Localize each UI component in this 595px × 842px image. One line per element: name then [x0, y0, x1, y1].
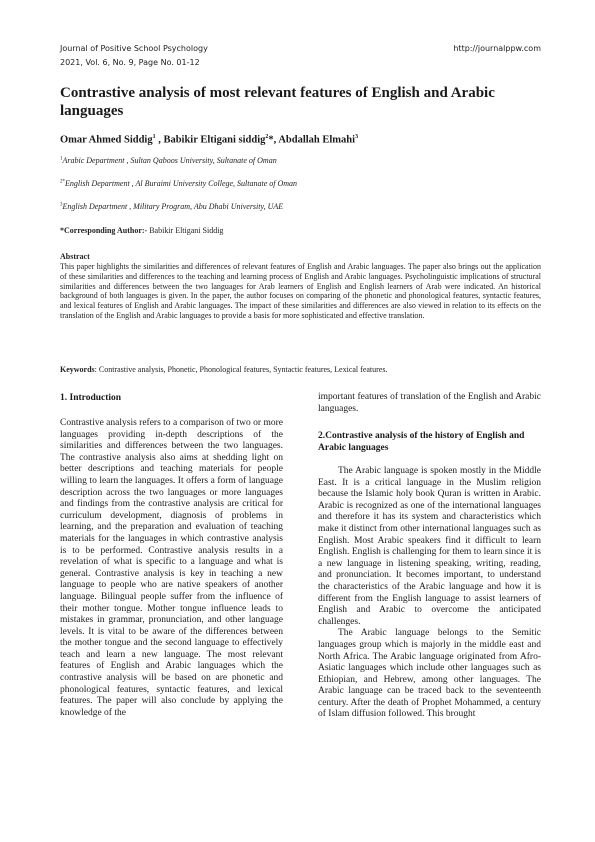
history-paragraph-1: The Arabic language is spoken mostly in the Middle East. It is a critical language in the Muslim religion because the Islamic holy book Quran is written in Arabic. Arabic is recognized as one of the international languages and therefore it has its system and characteristics which make it distinct from other international languages such as English. Most Arabic speakers find it difficult to learn English. English is challenging for them to learn since it is a new language in listening speaking, writing, reading, and pronunciation. It becomes important, to understand the characteristics of the Arabic language and how it is different from the English language to assist learners of English and Arabic to overcome the anticipated challenges. — [318, 466, 541, 627]
right-column-body — [318, 392, 541, 415]
affiliation-text: Arabic Department , Sultan Qaboos University, Sultanate of Oman — [62, 156, 277, 165]
corresponding-name: Babikir Eltigani Siddig — [147, 226, 224, 235]
affiliation-3 — [60, 202, 283, 211]
affiliation-2 — [60, 179, 297, 188]
abstract-text: This paper highlights the similarities and differences of relevant features of English and Arabic languages. The paper also brings out the application of these similarities and differences to the teaching and learning process of English and Arabic languages. Psycholinguistic implications of structural similarities and differences between the two languages for Arab learners of English and English learners of Arab were indicated. An historical background of both languages is given. In the paper, the author focuses on comparing of the phonetic and phonological features, syntactic features, and lexical features of English and Arabic languages. The impact of these similarities and differences are also viewed in relation to its effects on the translation of the English and Arabic languages to provide a basis for more sophisticated and effective translation. — [60, 262, 541, 320]
intro-paragraph: Contrastive analysis refers to a comparison of two or more languages providing in-depth descriptions of the similarities and differences between the two languages. The contrastive analysis also aims at shedding light on better descriptions and teaching materials for people willing to learn the languages. It offers a form of language description across the two languages or more languages and findings from the contrastive analysis are critical for curriculum development, diagnosis of problems in learning, and the preparation and evaluation of teaching materials for the languages in which contrastive analysis is to be performed. Contrastive analysis results in a revelation of what is specific to a language and what is general. Contrastive analysis is key in teaching a new language to people who are native speakers of another language. Bilingual people suffer from the influence of their mother tongue. Mother tongue influence leads to mistakes in grammar, pronunciation, and other language levels. It is vital to be aware of the differences between the mother tongue and the second language to effectively teach and learn a new language. The most relevant features of English and Arabic languages which the contrastive analysis will be based on are phonetic and phonological features, syntactic features, and lexical features. The paper will also conclude by applying the knowledge of the — [60, 418, 283, 718]
journal-name: Journal of Positive School Psychology — [60, 44, 208, 53]
author-1: Omar Ahmed Siddig — [60, 134, 153, 146]
affiliation-text: English Department , Al Buraimi University College, Sultanate of Oman — [65, 179, 298, 188]
left-column-body — [60, 418, 283, 719]
section-2-heading: 2.Contrastive analysis of the history of English and Arabic languages — [318, 431, 525, 453]
author-2-sup: 2 — [265, 134, 269, 140]
author-3-sup: 3 — [355, 134, 359, 140]
author-separator: *, — [268, 134, 279, 146]
affiliation-text: English Department , Military Program, Abu Dhabi University, UAE — [62, 202, 284, 211]
right-column-text — [318, 466, 541, 721]
affiliation-sup: 3 — [60, 202, 63, 208]
affiliation-sup: 2* — [60, 179, 65, 185]
author-line — [60, 134, 358, 146]
paper-title: Contrastive analysis of most relevant features of English and Arabic languages — [60, 85, 495, 119]
history-paragraph-2: The Arabic language belongs to the Semitic languages group which is majorly in the middle east and North Africa. The Arabic language originated from Afro-Asiatic languages which include other languages such as Ethiopian, and Hebrew, among other languages. The Arabic language can be traced back to the seventeenth century. After the death of Prophet Mohammed, a century of Islam diffusion followed. This brought — [318, 628, 541, 720]
keywords-label: Keywords — [60, 365, 95, 374]
keywords — [60, 365, 541, 374]
journal-url[interactable]: http://journalppw.com — [453, 44, 541, 53]
affiliation-1 — [60, 156, 277, 165]
author-3: Abdallah Elmahi — [278, 134, 356, 146]
continuation-paragraph: important features of translation of the English and Arabic languages. — [318, 392, 541, 414]
corresponding-author — [60, 226, 223, 235]
author-2: Babikir Eltigani siddig — [163, 134, 266, 146]
author-separator: , — [155, 134, 164, 146]
keywords-text: : Contrastive analysis, Phonetic, Phonological features, Syntactic features, Lexical features. — [94, 365, 388, 374]
author-1-sup: 1 — [152, 134, 156, 140]
affiliation-sup: 1 — [60, 156, 63, 162]
corresponding-label: *Corresponding Author:- — [60, 226, 148, 235]
volume-info: 2021, Vol. 6, No. 9, Page No. 01-12 — [60, 58, 200, 67]
abstract-heading: Abstract — [60, 252, 90, 261]
section-1-heading: 1. Introduction — [60, 393, 122, 403]
